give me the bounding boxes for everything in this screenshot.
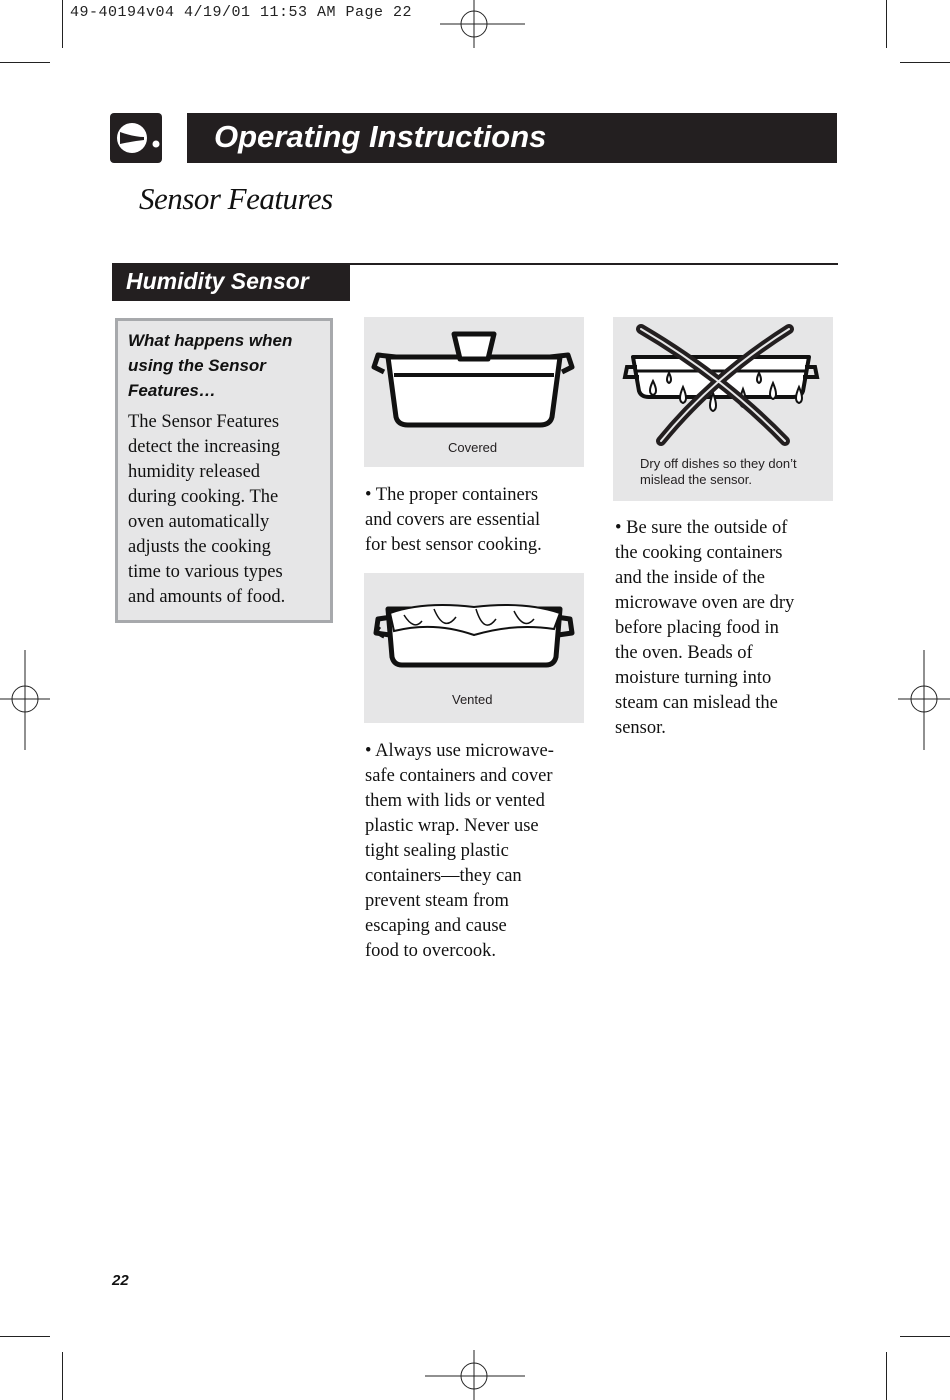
page-number: 22 (112, 1272, 129, 1289)
bullet-microwave-safe: • Always use microwave- safe containers and cover them with lids or vented plastic wrap. Never use tight sealing plastic containers—they can prevent steam from escaping and cause food to overcook. (365, 741, 554, 961)
microwave-knob-icon (110, 113, 162, 163)
print-slug: 49-40194v04 4/19/01 11:53 AM Page 22 (70, 4, 413, 21)
wet-dish-illustration (613, 317, 833, 452)
figure-dry-dishes (613, 317, 833, 501)
dry-caption-line2: mislead the sensor. (640, 472, 753, 487)
section-title: Humidity Sensor (126, 268, 309, 294)
vented-caption: Vented (452, 692, 493, 707)
dry-caption-line1: Dry off dishes so they don’t (640, 456, 797, 471)
sidebar-heading: What happens when using the Sensor Features… (128, 331, 293, 400)
page-title: Sensor Features (139, 181, 333, 216)
header-title: Operating Instructions (214, 119, 547, 154)
covered-caption: Covered (448, 440, 498, 455)
registration-mark-bottom (425, 1350, 525, 1400)
header-icon-box (110, 113, 162, 163)
bullet-containers: • The proper containers and covers are essential for best sensor cooking. (365, 485, 542, 555)
sidebar-text: The Sensor Features detect the increasing humidity released during cooking. The oven automatically adjusts the cooking time to various types and amounts of food. (128, 412, 286, 607)
figure-covered (364, 317, 584, 467)
registration-mark-right (898, 650, 950, 750)
registration-mark-left (0, 650, 52, 750)
figure-vented (364, 573, 584, 723)
registration-mark-top (440, 0, 530, 50)
bullet-dry-outside: • Be sure the outside of the cooking containers and the inside of the microwave oven are dry before placing food in the oven. Beads of moisture turning into steam can mislead the sensor. (615, 518, 795, 738)
